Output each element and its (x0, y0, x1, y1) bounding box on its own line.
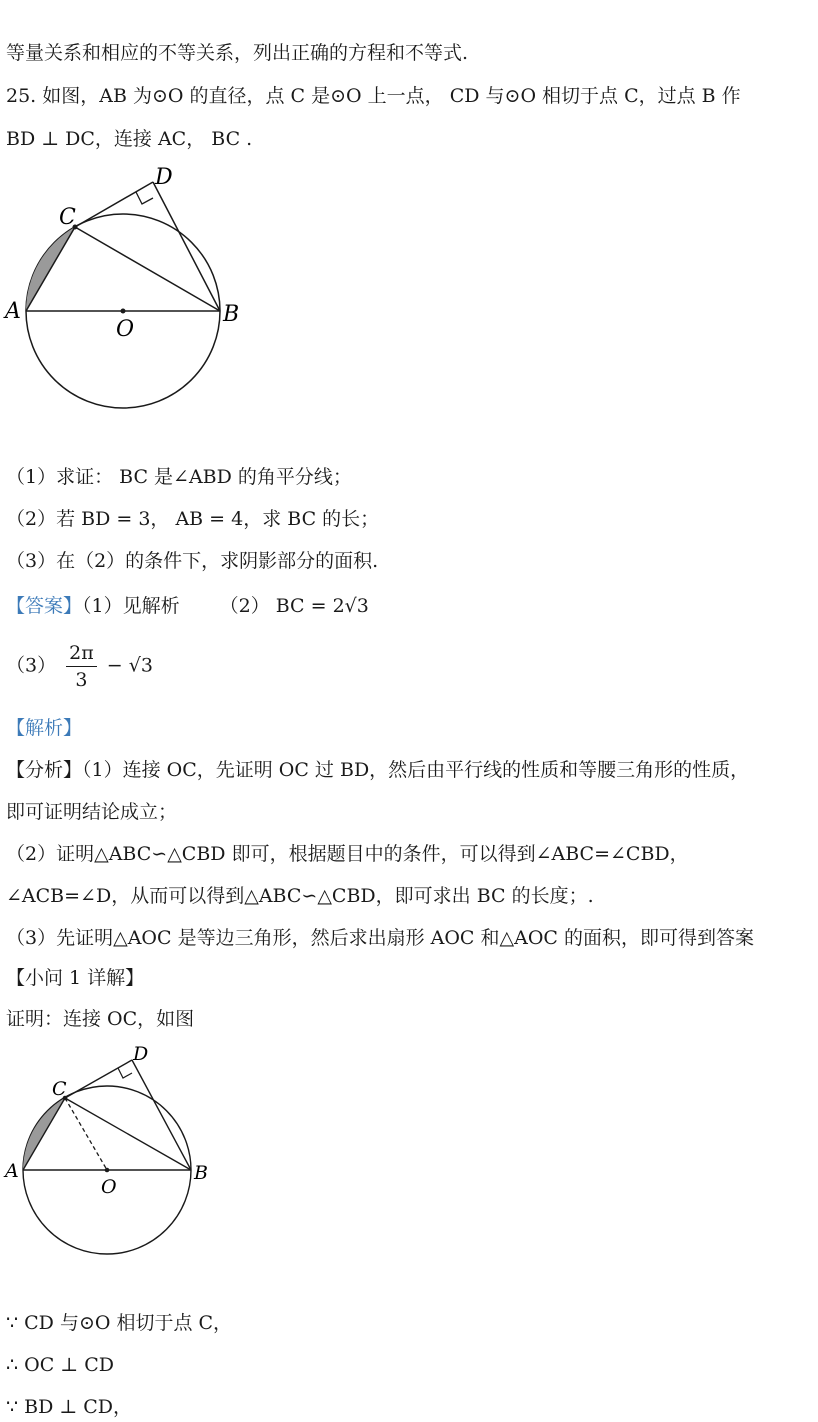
answer-1: （1）见解析 (82, 595, 180, 617)
problem-statement-line-2: BD ⊥ DC，连接 AC， BC . (6, 128, 253, 150)
label-b: B (194, 1162, 208, 1184)
tangent-cd (65, 1060, 132, 1098)
text-line-1: 等量关系和相应的不等关系，列出正确的方程和不等式. (6, 42, 469, 64)
proof-step-3: ∵ BD ⊥ CD， (6, 1396, 133, 1418)
geometry-figure-1 (0, 160, 260, 420)
label-c: C (52, 1078, 67, 1100)
right-angle-mark (118, 1068, 132, 1078)
answer-3-denominator: 3 (75, 669, 88, 691)
analysis-line-4: ∠ACB=∠D，从而可以得到△ABC∽△CBD，即可求出 BC 的长度；. (6, 885, 594, 907)
label-a: A (5, 299, 21, 324)
answer-tag: 【答案】 (6, 595, 83, 617)
label-o: O (101, 1176, 117, 1198)
point-o (121, 309, 126, 314)
right-angle-mark (136, 192, 153, 204)
answer-3-numerator: 2π (66, 640, 97, 667)
label-c: C (59, 205, 76, 230)
analysis-line-1: 【分析】（1）连接 OC，先证明 OC 过 BD，然后由平行线的性质和等腰三角形的性质， (6, 759, 750, 781)
geometry-figure-2 (0, 1040, 220, 1270)
point-o (105, 1168, 110, 1173)
proof-intro: 证明：连接 OC，如图 (6, 1008, 195, 1030)
tangent-cd (75, 182, 153, 227)
analysis-line-2: 即可证明结论成立； (6, 801, 178, 823)
label-d: D (133, 1043, 149, 1065)
question-1: （1）求证： BC 是∠ABD 的角平分线； (6, 466, 352, 488)
segment-ac (26, 227, 75, 311)
answer-3-prefix: （3） (6, 654, 57, 677)
problem-statement-line-1: 25. 如图，AB 为⊙O 的直径，点 C 是⊙O 上一点， CD 与⊙O 相切于点 C，过点 B 作 (6, 85, 741, 107)
proof-step-2: ∴ OC ⊥ CD (6, 1354, 114, 1376)
segment-ac (23, 1098, 65, 1170)
answer-line (6, 593, 369, 619)
answer-2: （2） BC = 2√3 (219, 595, 369, 617)
label-a: A (5, 1160, 19, 1182)
subquestion-1-heading: 【小问 1 详解】 (6, 967, 145, 989)
answer-3-fraction (66, 640, 97, 693)
analysis-line-5: （3）先证明△AOC 是等边三角形，然后求出扇形 AOC 和△AOC 的面积，即可得到答案 (6, 927, 754, 949)
answer-3-line (6, 640, 153, 693)
analysis-heading: 【解析】 (6, 717, 83, 739)
label-o: O (116, 317, 135, 342)
dashed-segment-oc (65, 1098, 107, 1170)
analysis-line-3: （2）证明△ABC∽△CBD 即可，根据题目中的条件，可以得到∠ABC=∠CBD， (6, 843, 689, 865)
label-d: D (155, 165, 173, 190)
label-b: B (223, 302, 240, 327)
question-2: （2）若 BD = 3， AB = 4，求 BC 的长； (6, 508, 380, 530)
answer-3-tail: − √3 (106, 654, 153, 677)
question-3: （3）在（2）的条件下，求阴影部分的面积. (6, 550, 379, 572)
proof-step-1: ∵ CD 与⊙O 相切于点 C， (6, 1312, 233, 1334)
